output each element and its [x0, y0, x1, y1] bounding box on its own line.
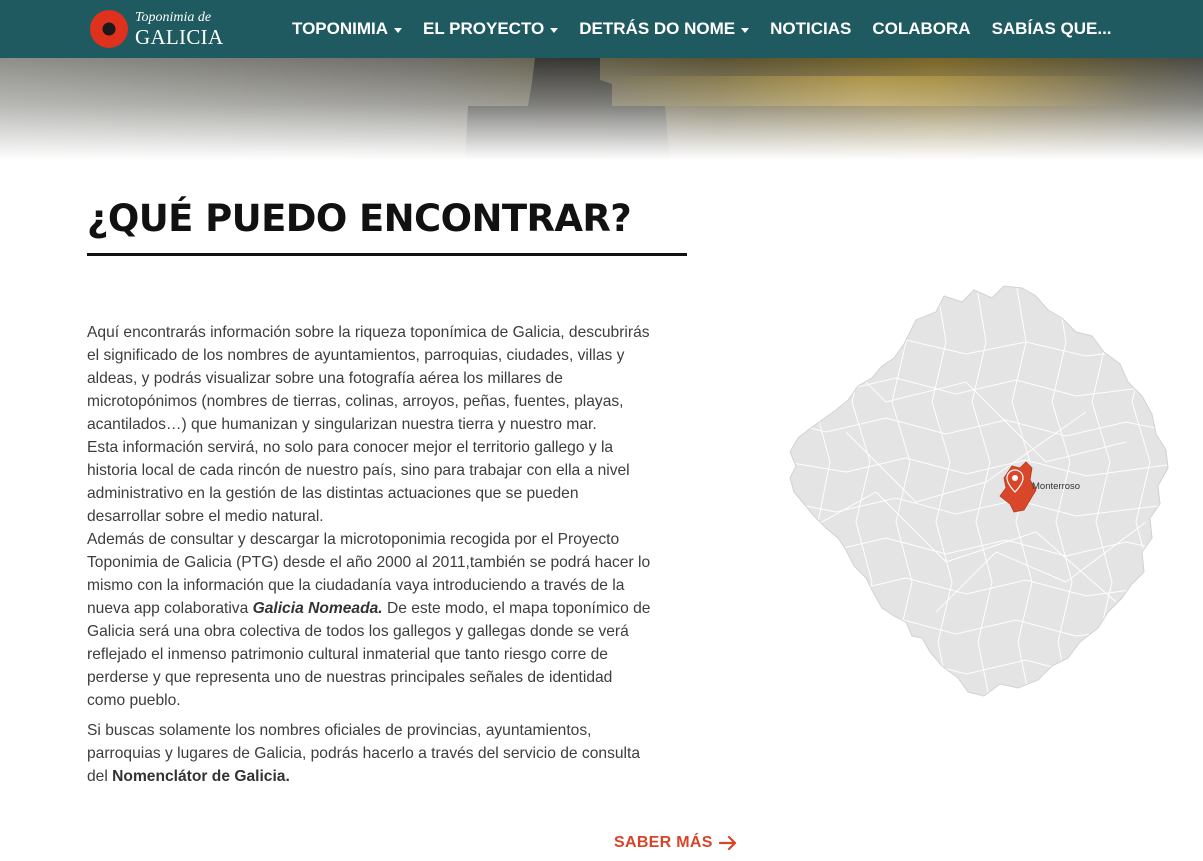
- logo-title: GALICIA: [135, 25, 224, 49]
- saber-mas-label: SABER MÁS: [614, 834, 713, 851]
- menu-item-label: COLABORA: [872, 19, 971, 38]
- paragraph: [87, 436, 747, 528]
- text-line: desarrollar sobre el medio natural.: [87, 508, 324, 525]
- arrow-right-icon: [719, 836, 737, 850]
- text-line: Esta información servirá, no solo para conocer mejor el territorio gallego y la: [87, 439, 614, 456]
- text-line: historia local de cada rincón de nuestro país, sino para trabajar con ella a nivel: [87, 462, 630, 479]
- caret-down-icon: [550, 28, 558, 33]
- text-line: reflejado el inmenso patrimonio cultural inmaterial que tanto riesgo corre de: [87, 646, 608, 663]
- menu-item-el-proyecto[interactable]: [423, 19, 558, 39]
- menu-item-label: EL PROYECTO: [423, 19, 545, 38]
- menu-item-label: NOTICIAS: [770, 19, 852, 38]
- text-line: Si buscas solamente los nombres oficiales de provincias, ayuntamientos,: [87, 722, 592, 739]
- hero-banner-image: [0, 58, 1203, 160]
- app-name-emphasis: Galicia Nomeada.: [252, 600, 383, 617]
- text-line: perderse y que representa uno de nuestras principales señales de identidad: [87, 669, 613, 686]
- menu-item-label: SABÍAS QUE...: [991, 19, 1112, 38]
- text-line: Aquí encontrarás información sobre la riqueza toponímica de Galicia, descubrirás: [87, 324, 650, 341]
- main-menu: [292, 0, 1112, 58]
- text-line: como pueblo.: [87, 692, 181, 709]
- text-line: Toponimia de Galicia (PTG) desde el año 2000 al 2011,también se podrá hacer lo: [87, 554, 651, 571]
- menu-item-label: DETRÁS DO NOME: [579, 19, 736, 38]
- site-logo[interactable]: [90, 9, 230, 49]
- paragraph: [87, 719, 747, 788]
- text-line: aldeas, y podrás visualizar sobre una fotografía aérea los millares de: [87, 370, 563, 387]
- text-line: [87, 765, 747, 788]
- text-line: el significado de los nombres de ayuntamientos, parroquias, ciudades, villas y: [87, 347, 625, 364]
- text-segment: De este modo, el mapa toponímico de: [382, 600, 651, 617]
- logo-subtitle: Toponimia de: [135, 10, 212, 25]
- menu-item-toponimia[interactable]: [292, 19, 402, 39]
- text-line: administrativo en la gestión de las distintas actuaciones que se pueden: [87, 485, 579, 502]
- text-line: [87, 597, 747, 620]
- text-line: mismo con la información que la ciudadanía vaya introduciendo a través de la: [87, 577, 625, 594]
- menu-item-sabias-que[interactable]: [992, 19, 1112, 39]
- intro-text: [87, 321, 747, 788]
- text-line: acantilados…) que humanizan y singularizan nuestra tierra y nuestro mar.: [87, 416, 597, 433]
- menu-item-label: TOPONIMIA: [292, 19, 389, 38]
- caret-down-icon: [741, 28, 749, 33]
- text-segment: del: [87, 768, 113, 785]
- menu-item-colabora[interactable]: [872, 19, 970, 39]
- text-line: Galicia será una obra colectiva de todos los gallegos y gallegas donde se verá: [87, 623, 629, 640]
- paragraph: [87, 528, 747, 712]
- galicia-map: [786, 282, 1174, 702]
- logo-emblem-icon: [90, 10, 128, 48]
- text-line: microtopónimos (nombres de tierras, colinas, arroyos, peñas, fuentes, playas,: [87, 393, 624, 410]
- paragraph: [87, 321, 747, 436]
- saber-mas-link[interactable]: [614, 834, 737, 852]
- section-header: [87, 196, 747, 256]
- nomenclator-link[interactable]: Nomenclátor de Galicia.: [112, 768, 290, 785]
- title-underline: [87, 253, 687, 256]
- text-segment: nueva app colaborativa: [87, 600, 253, 617]
- text-line: parroquias y lugares de Galicia, podrás hacerlo a través del servicio de consulta: [87, 745, 641, 762]
- galicia-map-shape: [786, 282, 1174, 702]
- caret-down-icon: [394, 28, 402, 33]
- menu-item-noticias[interactable]: [770, 19, 851, 39]
- menu-item-detras-do-nome[interactable]: [579, 19, 749, 39]
- text-line: Además de consultar y descargar la microtoponimia recogida por el Proyecto: [87, 531, 620, 548]
- map-marker-label: Monterroso: [1032, 481, 1081, 492]
- page-title: ¿QUÉ PUEDO ENCONTRAR?: [87, 197, 632, 240]
- top-navbar: [0, 0, 1203, 58]
